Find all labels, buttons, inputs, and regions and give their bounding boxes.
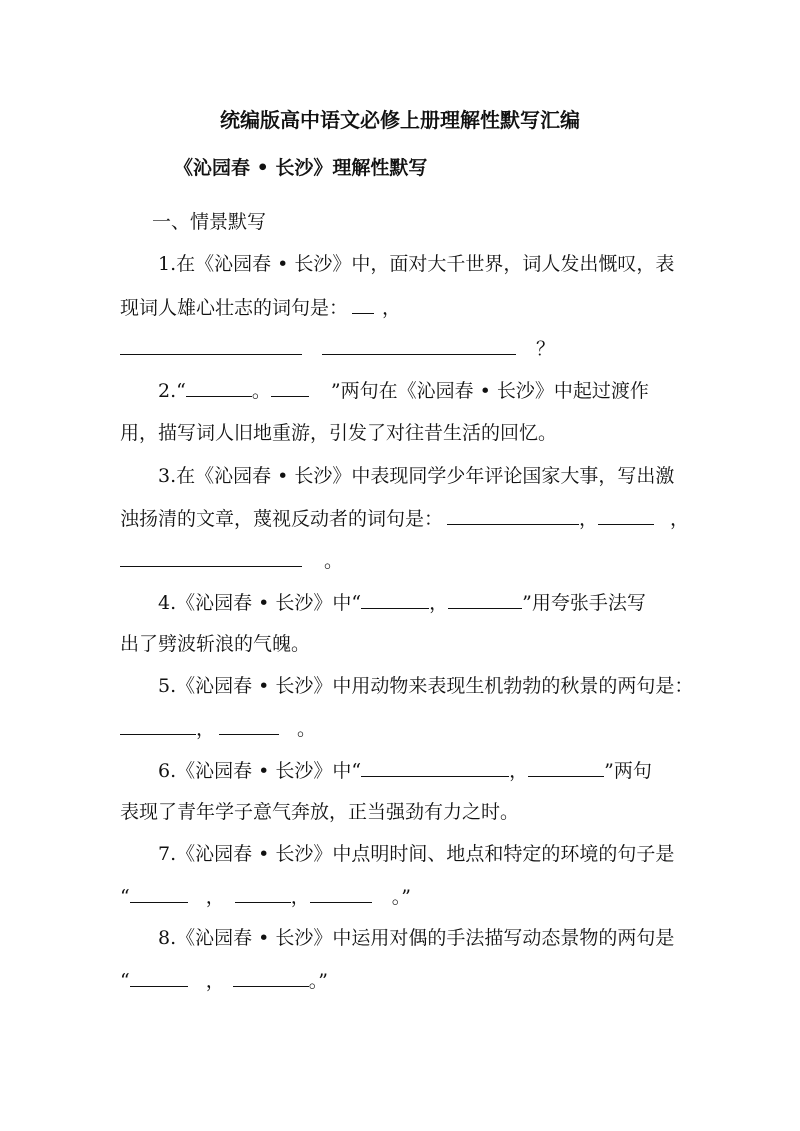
answer-blank[interactable] (448, 590, 522, 609)
question-8-line-2: “ ， 。” (120, 970, 328, 992)
answer-blank[interactable] (361, 758, 509, 777)
question-7-line-1: 7.《沁园春 • 长沙》中点明时间、地点和特定的环境的句子是 (158, 843, 675, 865)
answer-blank[interactable] (271, 378, 309, 397)
answer-blank[interactable] (130, 884, 188, 903)
section-heading: 一、情景默写 (152, 211, 267, 233)
question-3-line-3: 。 (120, 548, 800, 573)
answer-blank[interactable] (352, 295, 374, 314)
question-3-line-1: 3.在《沁园春 • 长沙》中表现同学少年评论国家大事，写出激 (158, 465, 675, 487)
answer-blank[interactable] (120, 716, 196, 735)
poem-subtitle: 《沁园春 • 长沙》理解性默写 (174, 157, 428, 179)
question-2-line-2: 用，描写词人旧地重游，引发了对往昔生活的回忆。 (120, 422, 558, 444)
question-4-line-2: 出了劈波斩浪的气魄。 (120, 633, 311, 655)
question-6-line-2: 表现了青年学子意气奔放，正当强劲有力之时。 (120, 801, 520, 823)
answer-blank[interactable] (322, 336, 516, 355)
answer-blank[interactable] (233, 968, 309, 987)
question-3-line-2: 浊扬清的文章，蔑视反动者的词句是： ， ， (120, 508, 690, 530)
question-2-line-1: 2.“ 。 ”两句在《沁园春 • 长沙》中起过渡作 (158, 380, 649, 402)
answer-blank[interactable] (120, 548, 302, 567)
question-7-line-2: “ ， ， 。” (120, 886, 411, 908)
question-4-line-1: 4.《沁园春 • 长沙》中“ ， ”用夸张手法写 (158, 592, 646, 614)
question-1-line-3: ？ (120, 336, 800, 361)
question-8-line-1: 8.《沁园春 • 长沙》中运用对偶的手法描写动态景物的两句是 (158, 927, 675, 949)
question-5-line-2: ， 。 (120, 716, 800, 741)
question-1-line-1: 1.在《沁园春 • 长沙》中，面对大千世界，词人发出慨叹，表 (158, 253, 675, 275)
question-5-line-1: 5.《沁园春 • 长沙》中用动物来表现生机勃勃的秋景的两句是： (158, 675, 694, 697)
answer-blank[interactable] (310, 884, 372, 903)
answer-blank[interactable] (120, 336, 302, 355)
answer-blank[interactable] (235, 884, 291, 903)
answer-blank[interactable] (447, 506, 579, 525)
answer-blank[interactable] (361, 590, 429, 609)
answer-blank[interactable] (219, 716, 279, 735)
question-1-line-2: 现词人雄心壮志的词句是： ， (120, 297, 402, 319)
answer-blank[interactable] (598, 506, 654, 525)
question-6-line-1: 6.《沁园春 • 长沙》中“ ， ”两句 (158, 760, 652, 782)
document-title: 统编版高中语文必修上册理解性默写汇编 (220, 108, 580, 132)
answer-blank[interactable] (528, 758, 604, 777)
answer-blank[interactable] (186, 378, 252, 397)
answer-blank[interactable] (130, 968, 188, 987)
